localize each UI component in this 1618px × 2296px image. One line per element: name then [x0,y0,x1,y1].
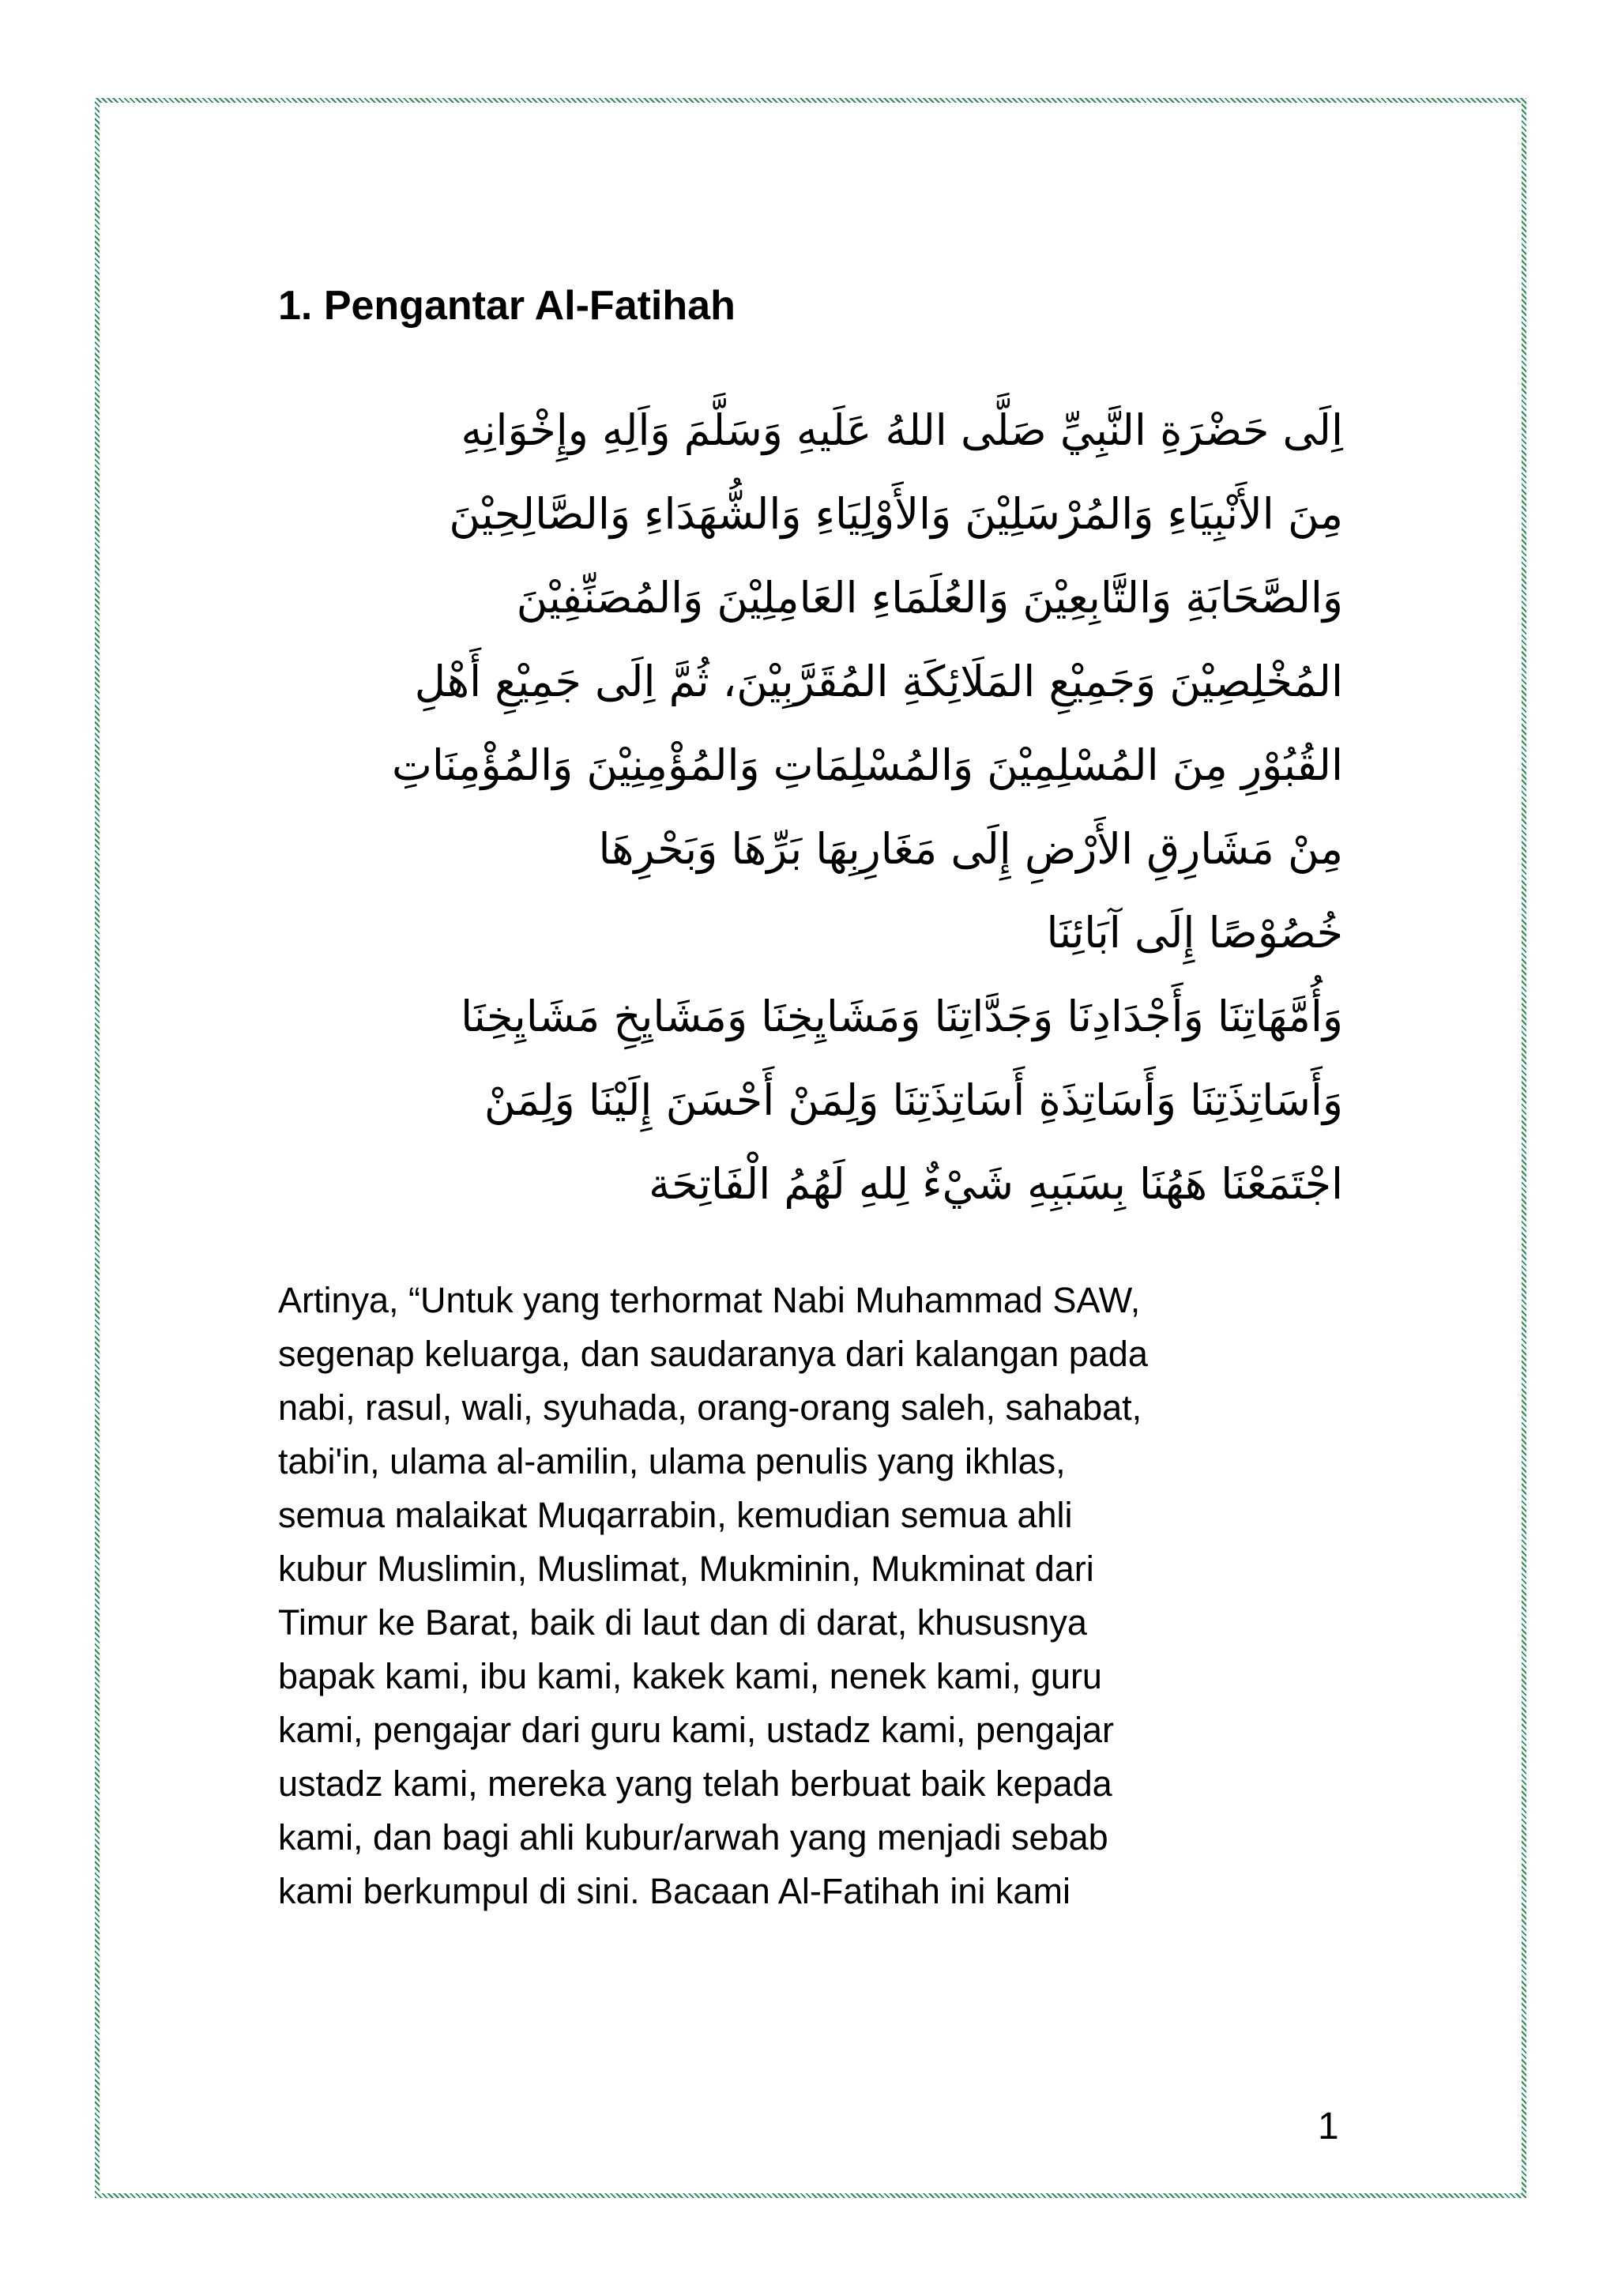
arabic-line: خُصُوْصًا إِلَى آبَائِنَا [1046,908,1343,958]
section-heading: 1. Pengantar Al-Fatihah [278,283,736,329]
translation-line: kami berkumpul di sini. Bacaan Al-Fatihah ini kami [278,1871,1071,1911]
arabic-line: وَأَسَاتِذَتِنَا وَأَسَاتِذَةِ أَسَاتِذَتِنَا وَلِمَنْ أَحْسَنَ إِلَيْنَا وَلِمَنْ [484,1075,1343,1125]
translation-paragraph [278,1274,1400,1918]
arabic-prayer-text [316,389,1343,1226]
arabic-line: القُبُوْرِ مِنَ المُسْلِمِيْنَ وَالمُسْلِمَاتِ وَالمُؤْمِنِيْنَ وَالمُؤْمِنَاتِ [392,740,1343,790]
arabic-line: وَالصَّحَابَةِ وَالتَّابِعِيْنَ وَالعُلَمَاءِ العَامِلِيْنَ وَالمُصَنِّفِيْنَ [516,573,1343,623]
arabic-line: مِنَ الأَنْبِيَاءِ وَالمُرْسَلِيْنَ وَالأَوْلِيَاءِ وَالشُّهَدَاءِ وَالصَّالِحِيْنَ [449,489,1343,539]
translation-line: Timur ke Barat, baik di laut dan di darat, khususnya [278,1602,1087,1643]
translation-line: kami, dan bagi ahli kubur/arwah yang menjadi sebab [278,1817,1108,1858]
arabic-line: مِنْ مَشَارِقِ الأَرْضِ إِلَى مَغَارِبِهَا بَرِّهَا وَبَحْرِهَا [598,824,1343,874]
page-number: 1 [1318,2106,1339,2147]
translation-line: kami, pengajar dari guru kami, ustadz kami, pengajar [278,1710,1115,1750]
translation-line: segenap keluarga, dan saudaranya dari kalangan pada [278,1334,1148,1374]
translation-line: Artinya, “Untuk yang terhormat Nabi Muhammad SAW, [278,1280,1141,1320]
arabic-line: اِلَى حَضْرَةِ النَّبِيِّ صَلَّى اللهُ عَلَيهِ وَسَلَّمَ وَاَلِهِ وإِخْوَانِهِ [461,405,1343,455]
translation-line: ustadz kami, mereka yang telah berbuat baik kepada [278,1763,1112,1804]
arabic-line: وَأُمَّهَاتِنَا وَأَجْدَادِنَا وَجَدَّاتِنَا وَمَشَايِخِنَا وَمَشَايِخِ مَشَايِخِنَا [461,992,1343,1041]
translation-line: kubur Muslimin, Muslimat, Mukminin, Mukminat dari [278,1549,1094,1589]
translation-line: tabi'in, ulama al-amilin, ulama penulis yang ikhlas, [278,1441,1066,1481]
translation-line: semua malaikat Muqarrabin, kemudian semua ahli [278,1495,1073,1535]
arabic-line: اجْتَمَعْنَا هَهُنَا بِسَبَبِهِ شَيْءٌ لِلهِ لَهُمُ الْفَاتِحَة [649,1159,1343,1209]
arabic-line: المُخْلِصِيْنَ وَجَمِيْعِ المَلَائِكَةِ المُقَرَّبِيْنَ، ثُمَّ اِلَى جَمِيْعِ أَهْلِ [414,657,1343,706]
translation-line: bapak kami, ibu kami, kakek kami, nenek kami, guru [278,1656,1102,1696]
translation-line: nabi, rasul, wali, syuhada, orang-orang saleh, sahabat, [278,1387,1142,1428]
